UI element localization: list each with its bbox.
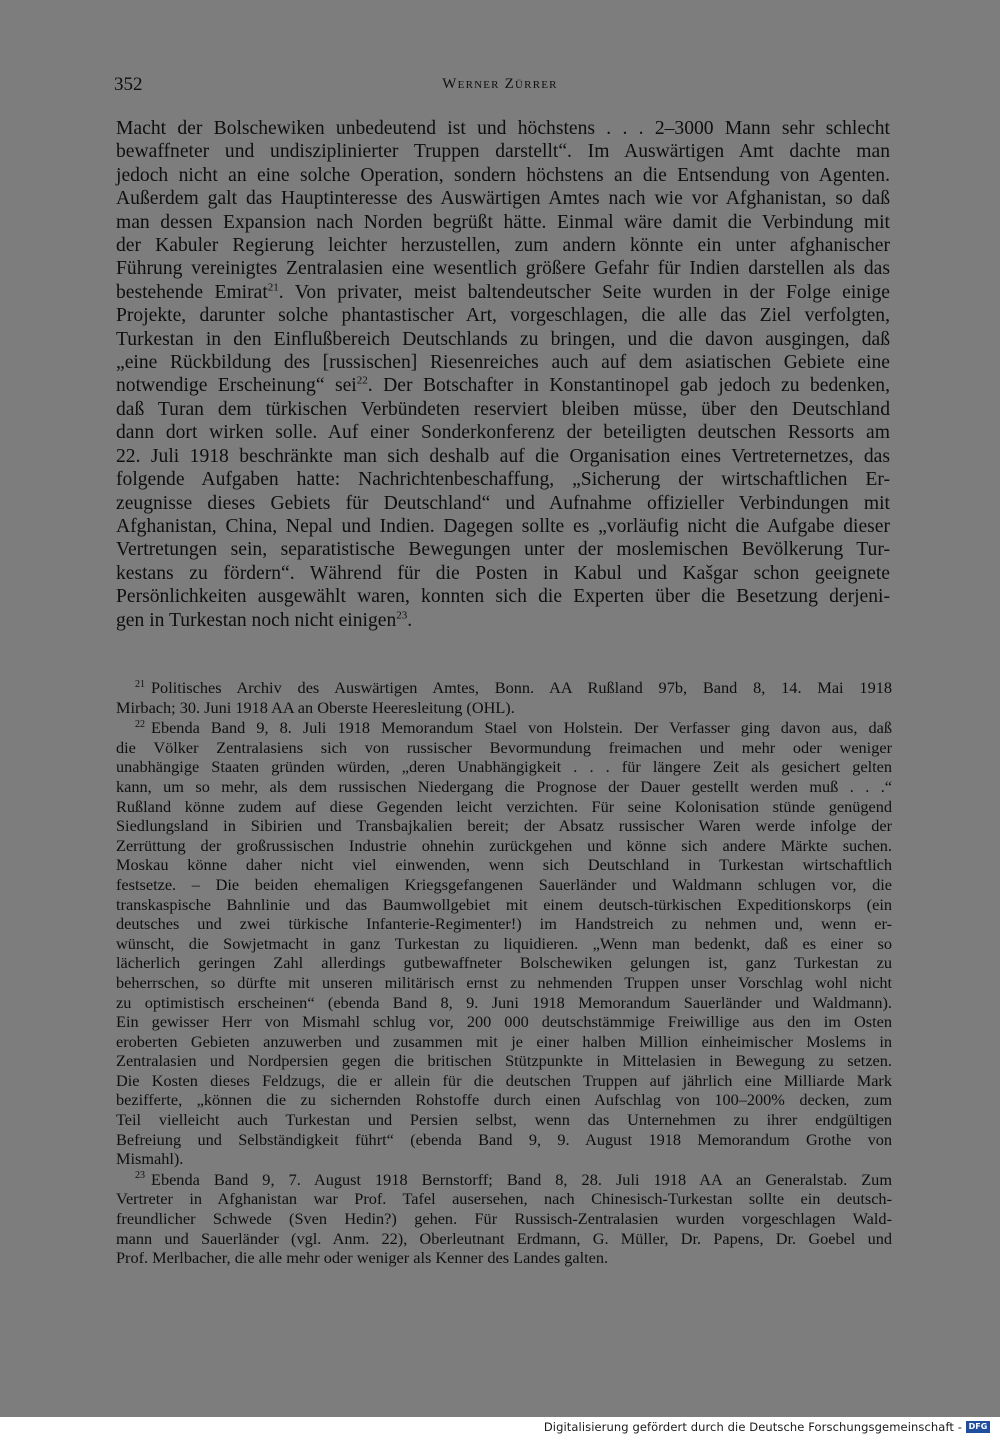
body-line: 22. Juli 1918 beschränkte man sich deshalb auf die Organisation eines Vertreternetzes, das (116, 445, 890, 467)
footnote-line-text: Teil vielleicht auch Turkestan und Persien selbst, wenn das Unternehmen zu ihrer endgültigen (116, 1110, 892, 1130)
body-line: zeugnisse dieses Gebiets für Deutschland“ und Aufnahme offizieller Verbindungen mit (116, 492, 890, 514)
footnote-22 (116, 718, 892, 1169)
footnote-line-text: transkaspische Bahnlinie und das Baumwollgebiet mit einem deutsch-türkischen Expeditionskorps (ein (116, 894, 892, 914)
footnote-line (116, 777, 892, 797)
footnote-mark: 23 (135, 1170, 145, 1182)
body-line-text: gen in Turkestan noch nicht einigen (116, 609, 397, 631)
footnote-line (116, 836, 892, 856)
footnote-line (116, 718, 892, 738)
footnote-line-text: bezifferte, „können die zu sichernden Rohstoffe durch einen Aufschlag von 100–200% decken, zum (116, 1090, 892, 1110)
footnote-line-text: Mismahl). (116, 1149, 184, 1169)
footnote-line-text: Moskau könne daher nicht viel einwenden, wenn sich Deutschland in Turkestan wirtschaftlich (116, 855, 892, 875)
footnote-line-text: Ein gewisser Herr von Mismahl schlug vor, 200 000 deutschstämmige Freiwillige aus den im Osten (116, 1012, 892, 1032)
page-number: 352 (114, 74, 143, 95)
footnote-23 (116, 1170, 892, 1268)
body-line: der Kabuler Regierung leichter herzustellen, zum andern könnte ein unter afghanischer (116, 235, 890, 257)
footnote-21 (116, 678, 892, 717)
footnote-line-text: mann und Sauerländer (vgl. Anm. 22), Oberleutnant Erdmann, G. Müller, Dr. Papens, Dr. Goebel und (116, 1228, 892, 1248)
footnote-line (116, 993, 892, 1013)
footnote-line (116, 1130, 892, 1150)
footnote-line-text: Befreiung und Selbständigkeit führt“ (ebenda Band 9, 9. August 1918 Memorandum Grothe von (116, 1129, 892, 1149)
footnote-mark: 22 (135, 718, 145, 730)
footnote-line (116, 914, 892, 934)
footer-credit: Digitalisierung gefördert durch die Deutsche Forschungsgemeinschaft - (543, 1420, 962, 1434)
footnote-line (116, 1170, 892, 1190)
footnote-line-text: Ebenda Band 9, 7. August 1918 Bernstorff; Band 8, 28. Juli 1918 AA an Generalstab. Zum (151, 1169, 892, 1189)
footnote-line-text: Siedlungsland in Sibirien und Transbajkalien bereit; der Absatz russischer Waren werde infolge der (116, 816, 892, 836)
body-line: Führung vereinigtes Zentralasien eine wesentlich größere Gefahr für Indien darstellen als das (116, 258, 890, 280)
body-line: folgende Aufgaben hatte: Nachrichtenbeschaffung, „Sicherung der wirtschaftlichen Er- (116, 469, 890, 491)
footnote-line-text: festsetze. – Die beiden ehemaligen Kriegsgefangenen Sauerländer und Waldmann schlugen vor, die (116, 874, 892, 894)
footnote-line (116, 816, 892, 836)
body-line: Afghanistan, China, Nepal und Indien. Dagegen sollte es „vorläufig nicht die Aufgabe dieser (116, 515, 890, 537)
running-head: Werner Zürrer (442, 76, 558, 92)
footnote-line (116, 1248, 892, 1268)
body-line: Persönlichkeiten ausgewählt waren, konnten sich die Experten über die Besetzung derjeni- (116, 586, 890, 608)
body-line-text: . Von privater, meist baltendeutscher Seite wurden in der Folge einige (278, 281, 890, 303)
footnote-ref-22: 22 (356, 374, 368, 387)
body-line: man dessen Expansion nach Norden begrüßt hätte. Einmal wäre damit die Verbindung mit (116, 211, 890, 233)
body-line: Vertretungen sein, separatistische Bewegungen unter der moslemischen Bevölkerung Tur- (116, 539, 890, 561)
footnote-line (116, 797, 892, 817)
footnote-line-text: Zerrüttung der großrussischen Industrie ohnehin zurückgehen und könne sich andere Märkte suchen. (116, 835, 892, 855)
footnote-line (116, 934, 892, 954)
dfg-logo: DFG (966, 1421, 990, 1433)
footnote-line-text: lächerlich geringen Zahl allerdings gutbewaffneter Bolschewiken gelungen ist, ganz Turkestan zu (116, 953, 892, 973)
footnote-line (116, 678, 892, 698)
footnote-line (116, 757, 892, 777)
body-line-text: . Der Botschafter in Konstantinopel gab jedoch zu bedenken, (367, 375, 890, 397)
footnote-line-text: deutsches und zwei türkische Infanterie-Regimenter!) im Handstreich zu nehmen und, wenn er- (116, 914, 892, 934)
body-line-text: notwendige Erscheinung“ sei (116, 375, 357, 397)
body-line: Projekte, darunter solche phantastischer Art, vorgeschlagen, die alle das Ziel verfolgten, (116, 305, 890, 327)
body-line-text: bestehende Emirat (116, 281, 268, 303)
footnote-line-text: Vertreter in Afghanistan war Prof. Tafel ausersehen, nach Chinesisch-Turkestan sollte ein deutsch- (116, 1189, 892, 1209)
body-line: „eine Rückbildung des [russischen] Riesenreiches auch auf dem asiatischen Gebiete eine (116, 352, 890, 374)
footnote-line-text: beherrschen, so dürfte mit unseren militärisch ernst zu nehmenden Truppen unser Vorschlag wohl nicht (116, 972, 892, 992)
footnote-line-text: zu optimistisch erscheinen“ (ebenda Band 8, 9. Juni 1918 Memorandum Sauerländer und Waldmann). (116, 992, 892, 1012)
footnote-line-text: wünscht, die Sowjetmacht in ganz Turkestan zu liquidieren. „Wenn man bedenkt, daß es einer so (116, 933, 892, 953)
body-line-text: . (407, 609, 413, 631)
footnote-line (116, 1071, 892, 1091)
footnote-line (116, 1149, 892, 1169)
body-line: kestans zu fördern“. Während für die Posten in Kabul und Kašgar schon geeignete (116, 562, 890, 584)
footnote-line-text: kann, um so mehr, als dem russischen Niedergang die Prognose der Dauer gestellt werden muß . . .“ (116, 776, 892, 796)
footnote-ref-23: 23 (396, 609, 408, 621)
body-text (116, 117, 890, 632)
footnote-line (116, 1189, 892, 1209)
footnote-line-text: Rußland könne zudem auf diese Gegenden leicht verzichten. Für seine Kolonisation stünde genügend (116, 796, 892, 816)
body-line: daß Turan dem türkischen Verbündeten reserviert bleiben müsse, über den Deutschland (116, 398, 890, 420)
footnote-line (116, 738, 892, 758)
footnote-mark: 21 (135, 678, 145, 690)
footnote-line-text: Prof. Merlbacher, die alle mehr oder weniger als Kenner des Landes galten. (116, 1248, 609, 1268)
footnote-line-text: Ebenda Band 9, 8. Juli 1918 Memorandum Stael von Holstein. Der Verfasser ging davon aus, daß (151, 718, 892, 738)
body-line (116, 609, 890, 632)
footnote-line (116, 1209, 892, 1229)
body-line: Außerdem galt das Hauptinteresse des Auswärtigen Amtes nach wie vor Afghanistan, so daß (116, 188, 890, 210)
footnote-line (116, 1051, 892, 1071)
footnote-line (116, 855, 892, 875)
footnote-line (116, 895, 892, 915)
footnote-line-text: die Völker Zentralasiens sich von russischer Bevormundung freimachen und mehr oder weniger (116, 737, 892, 757)
body-line: dann dort wirken solle. Auf einer Sonderkonferenz der beteiligten deutschen Ressorts am (116, 422, 890, 444)
footnote-line-text: Zentralasien und Nordpersien gegen die britischen Stützpunkte in Mittelasien in Bewegung zu setzen. (116, 1051, 892, 1071)
footnote-line (116, 973, 892, 993)
footnotes (116, 678, 892, 1269)
body-line: Macht der Bolschewiken unbedeutend ist und höchstens . . . 2–3000 Mann sehr schlecht (116, 118, 890, 139)
body-line: bewaffneter und undisziplinierter Truppen darstellt“. Im Auswärtigen Amt dachte man (116, 141, 890, 163)
footnote-line-text: Politisches Archiv des Auswärtigen Amtes, Bonn. AA Rußland 97b, Band 8, 14. Mai 1918 (151, 678, 892, 697)
body-line (116, 374, 890, 397)
footnote-line (116, 953, 892, 973)
footnote-line (116, 1110, 892, 1130)
footnote-line-text: Die Kosten dieses Feldzugs, die er allein für die deutschen Truppen auf jährlich eine Milliarde Mark (116, 1070, 892, 1090)
body-line: jedoch nicht an eine solche Operation, sondern höchstens an die Entsendung von Agenten. (116, 164, 890, 186)
body-line (116, 281, 890, 304)
body-line: Turkestan in den Einflußbereich Deutschlands zu bringen, und die davon ausgingen, daß (116, 328, 890, 350)
footnote-line (116, 1032, 892, 1052)
footnote-line-text: freundlicher Schwede (Sven Hedin?) gehen. Für Russisch-Zentralasien wurden vorgeschlagen Wald- (116, 1209, 892, 1229)
footnote-line (116, 698, 892, 718)
footnote-line (116, 1090, 892, 1110)
footnote-line (116, 875, 892, 895)
footnote-line (116, 1012, 892, 1032)
footnote-ref-21: 21 (267, 281, 279, 294)
footnote-line (116, 1229, 892, 1249)
footnote-line-text: unabhängige Staaten gründen würden, „deren Unabhängigkeit . . . für längere Zeit als gesichert gelten (116, 757, 892, 777)
footnote-line-text: eroberten Gebieten anzuwerben und zusammen mit je einer halben Million einheimischer Moslems in (116, 1031, 892, 1051)
footnote-line-text: Mirbach; 30. Juni 1918 AA an Oberste Heeresleitung (OHL). (116, 697, 515, 717)
